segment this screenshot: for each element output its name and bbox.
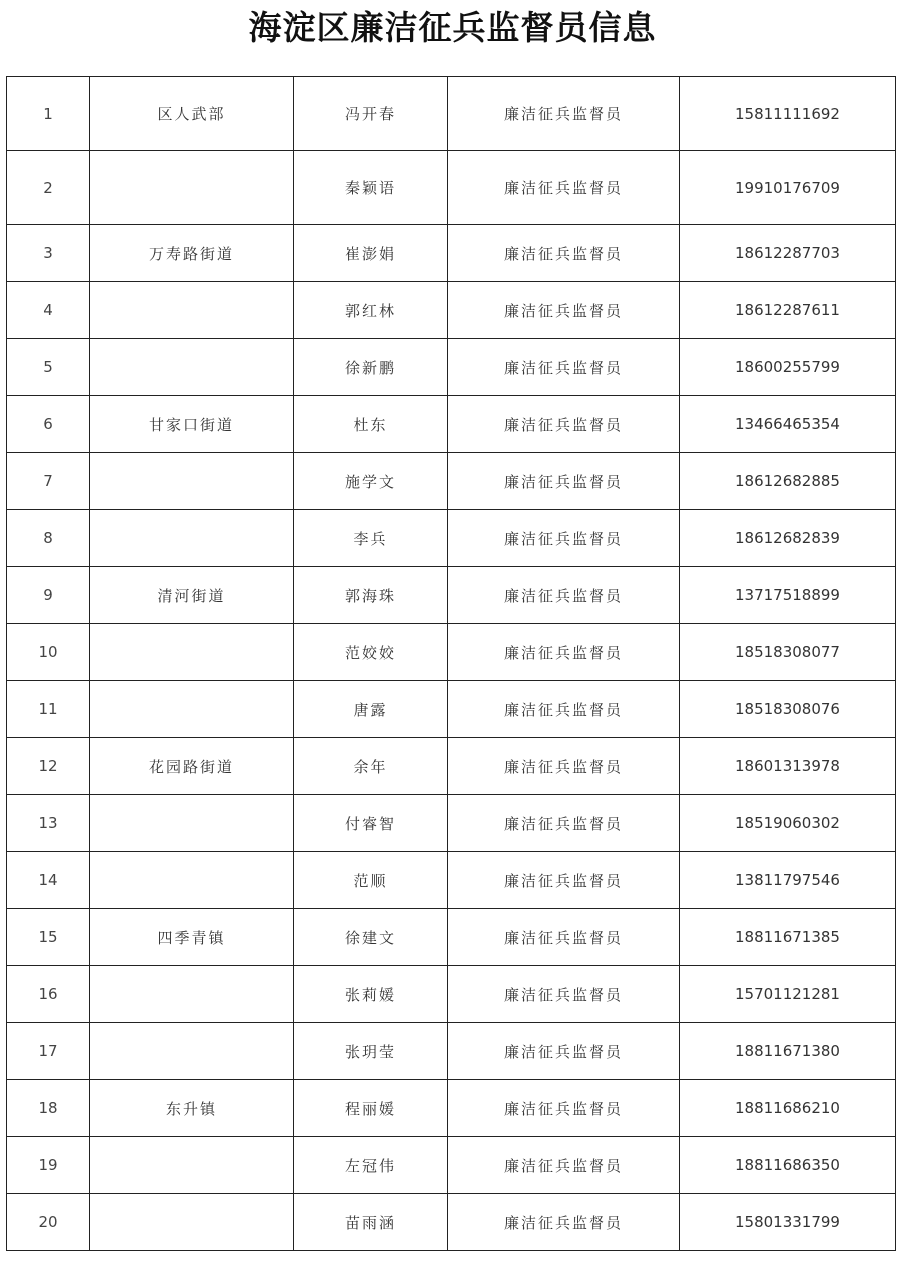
row-number: 15 — [7, 909, 90, 966]
unit-name — [90, 1194, 294, 1251]
phone-number: 19910176709 — [680, 151, 896, 225]
row-number: 8 — [7, 510, 90, 567]
table-row — [7, 339, 896, 396]
table-row — [7, 453, 896, 510]
role-title: 廉洁征兵监督员 — [448, 1194, 680, 1251]
table-row — [7, 909, 896, 966]
table-row — [7, 738, 896, 795]
role-title: 廉洁征兵监督员 — [448, 1080, 680, 1137]
person-name: 秦颖语 — [294, 151, 448, 225]
table-row — [7, 624, 896, 681]
phone-number: 18612287703 — [680, 225, 896, 282]
role-title: 廉洁征兵监督员 — [448, 738, 680, 795]
document-title: 海淀区廉洁征兵监督员信息 — [248, 8, 657, 47]
row-number: 13 — [7, 795, 90, 852]
phone-number: 18612682839 — [680, 510, 896, 567]
table-row — [7, 396, 896, 453]
role-title: 廉洁征兵监督员 — [448, 567, 680, 624]
person-name: 左冠伟 — [294, 1137, 448, 1194]
table-row — [7, 510, 896, 567]
person-name: 苗雨涵 — [294, 1194, 448, 1251]
person-name: 付睿智 — [294, 795, 448, 852]
person-name: 郭红林 — [294, 282, 448, 339]
phone-number: 18811671385 — [680, 909, 896, 966]
phone-number: 18811671380 — [680, 1023, 896, 1080]
unit-name — [90, 966, 294, 1023]
role-title: 廉洁征兵监督员 — [448, 1137, 680, 1194]
person-name: 范顺 — [294, 852, 448, 909]
role-title: 廉洁征兵监督员 — [448, 225, 680, 282]
role-title: 廉洁征兵监督员 — [448, 339, 680, 396]
role-title: 廉洁征兵监督员 — [448, 77, 680, 151]
role-title: 廉洁征兵监督员 — [448, 681, 680, 738]
table-row — [7, 151, 896, 225]
phone-number: 18811686210 — [680, 1080, 896, 1137]
role-title: 廉洁征兵监督员 — [448, 151, 680, 225]
person-name: 李兵 — [294, 510, 448, 567]
row-number: 1 — [7, 77, 90, 151]
unit-name — [90, 453, 294, 510]
phone-number: 18519060302 — [680, 795, 896, 852]
table-row — [7, 1023, 896, 1080]
table-row — [7, 966, 896, 1023]
role-title: 廉洁征兵监督员 — [448, 1023, 680, 1080]
unit-name: 区人武部 — [90, 77, 294, 151]
table-row — [7, 1194, 896, 1251]
unit-name — [90, 624, 294, 681]
row-number: 19 — [7, 1137, 90, 1194]
row-number: 4 — [7, 282, 90, 339]
table-row — [7, 567, 896, 624]
row-number: 14 — [7, 852, 90, 909]
person-name: 施学文 — [294, 453, 448, 510]
person-name: 崔澎娟 — [294, 225, 448, 282]
unit-name — [90, 1137, 294, 1194]
table-row — [7, 282, 896, 339]
row-number: 2 — [7, 151, 90, 225]
unit-name: 四季青镇 — [90, 909, 294, 966]
unit-name: 甘家口街道 — [90, 396, 294, 453]
unit-name: 万寿路街道 — [90, 225, 294, 282]
person-name: 范姣姣 — [294, 624, 448, 681]
row-number: 16 — [7, 966, 90, 1023]
supervisor-table — [6, 76, 896, 1251]
role-title: 廉洁征兵监督员 — [448, 624, 680, 681]
person-name: 冯开春 — [294, 77, 448, 151]
role-title: 廉洁征兵监督员 — [448, 966, 680, 1023]
phone-number: 18811686350 — [680, 1137, 896, 1194]
row-number: 11 — [7, 681, 90, 738]
row-number: 17 — [7, 1023, 90, 1080]
unit-name — [90, 681, 294, 738]
role-title: 廉洁征兵监督员 — [448, 453, 680, 510]
unit-name — [90, 339, 294, 396]
table-row — [7, 1080, 896, 1137]
person-name: 徐建文 — [294, 909, 448, 966]
person-name: 唐露 — [294, 681, 448, 738]
role-title: 廉洁征兵监督员 — [448, 795, 680, 852]
table-row — [7, 681, 896, 738]
unit-name — [90, 151, 294, 225]
phone-number: 13466465354 — [680, 396, 896, 453]
person-name: 郭海珠 — [294, 567, 448, 624]
unit-name: 东升镇 — [90, 1080, 294, 1137]
row-number: 9 — [7, 567, 90, 624]
row-number: 6 — [7, 396, 90, 453]
phone-number: 13811797546 — [680, 852, 896, 909]
phone-number: 13717518899 — [680, 567, 896, 624]
unit-name — [90, 510, 294, 567]
row-number: 7 — [7, 453, 90, 510]
role-title: 廉洁征兵监督员 — [448, 396, 680, 453]
unit-name: 花园路街道 — [90, 738, 294, 795]
person-name: 张玥莹 — [294, 1023, 448, 1080]
role-title: 廉洁征兵监督员 — [448, 282, 680, 339]
phone-number: 18601313978 — [680, 738, 896, 795]
unit-name — [90, 795, 294, 852]
phone-number: 15801331799 — [680, 1194, 896, 1251]
phone-number: 18518308076 — [680, 681, 896, 738]
phone-number: 18518308077 — [680, 624, 896, 681]
phone-number: 15811111692 — [680, 77, 896, 151]
phone-number: 18600255799 — [680, 339, 896, 396]
row-number: 10 — [7, 624, 90, 681]
row-number: 20 — [7, 1194, 90, 1251]
row-number: 18 — [7, 1080, 90, 1137]
table-row — [7, 852, 896, 909]
unit-name — [90, 852, 294, 909]
row-number: 3 — [7, 225, 90, 282]
table-row — [7, 225, 896, 282]
person-name: 余年 — [294, 738, 448, 795]
table-row — [7, 1137, 896, 1194]
role-title: 廉洁征兵监督员 — [448, 510, 680, 567]
role-title: 廉洁征兵监督员 — [448, 852, 680, 909]
table-row — [7, 77, 896, 151]
unit-name: 清河街道 — [90, 567, 294, 624]
unit-name — [90, 1023, 294, 1080]
phone-number: 18612287611 — [680, 282, 896, 339]
person-name: 张莉媛 — [294, 966, 448, 1023]
table-row — [7, 795, 896, 852]
row-number: 12 — [7, 738, 90, 795]
person-name: 徐新鹏 — [294, 339, 448, 396]
role-title: 廉洁征兵监督员 — [448, 909, 680, 966]
row-number: 5 — [7, 339, 90, 396]
phone-number: 18612682885 — [680, 453, 896, 510]
person-name: 杜东 — [294, 396, 448, 453]
person-name: 程丽媛 — [294, 1080, 448, 1137]
phone-number: 15701121281 — [680, 966, 896, 1023]
unit-name — [90, 282, 294, 339]
